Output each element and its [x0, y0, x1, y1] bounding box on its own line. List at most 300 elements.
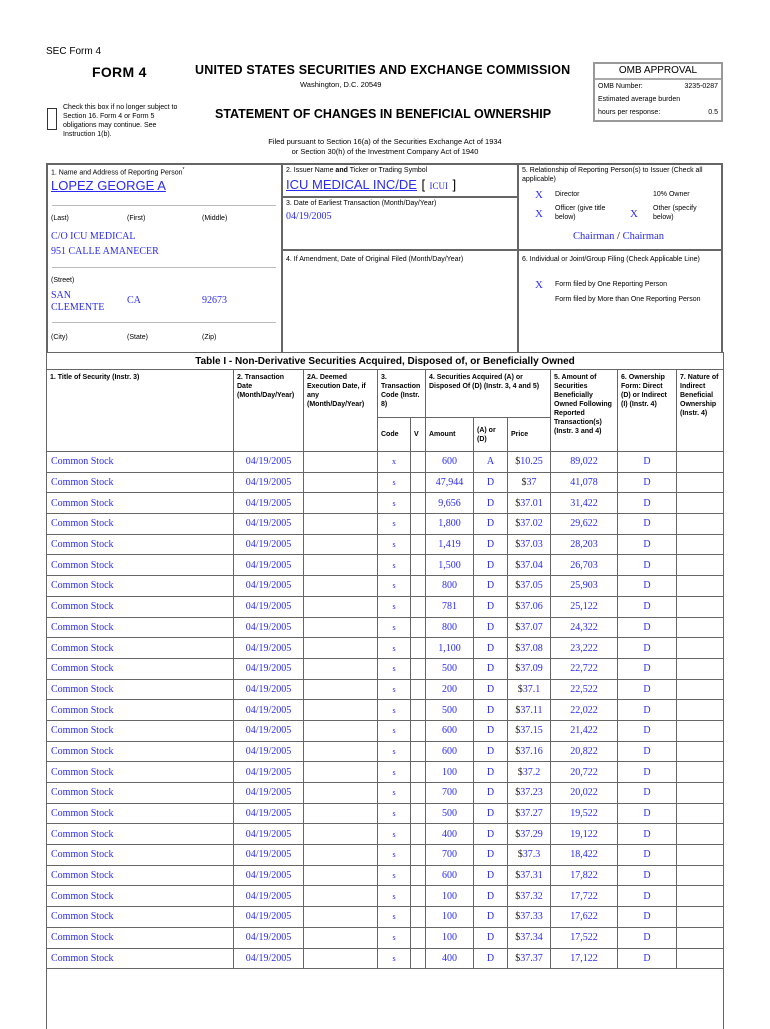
v-flag — [411, 493, 426, 514]
table-empty-area — [47, 969, 724, 1029]
form-title: FORM 4 — [92, 64, 147, 80]
deemed-execution-date — [304, 824, 378, 845]
security-link[interactable]: Common Stock — [47, 638, 234, 659]
transaction-date: 04/19/2005 — [234, 493, 304, 514]
security-link[interactable]: Common Stock — [47, 514, 234, 535]
amount: 1,800 — [426, 514, 474, 535]
amount-owned-following: 19,122 — [551, 824, 618, 845]
price-value: 37.27 — [520, 808, 543, 820]
deemed-execution-date — [304, 700, 378, 721]
box5-label: 5. Relationship of Reporting Person(s) to Issuer (Check all applicable) — [522, 167, 703, 183]
price — [508, 472, 551, 493]
price-value: 37.11 — [520, 704, 543, 716]
table-row — [47, 596, 724, 617]
currency-symbol: $ — [515, 518, 521, 530]
box1-asterisk: * — [182, 167, 185, 173]
amount: 400 — [426, 948, 474, 969]
security-link[interactable]: Common Stock — [47, 824, 234, 845]
transaction-code: s — [378, 679, 411, 700]
nature-indirect-ownership — [677, 762, 724, 783]
price — [508, 700, 551, 721]
amount: 600 — [426, 452, 474, 473]
currency-symbol: $ — [515, 559, 521, 571]
price-value: 37.15 — [520, 725, 543, 737]
deemed-execution-date — [304, 845, 378, 866]
amount: 1,419 — [426, 534, 474, 555]
price-value: 37.29 — [520, 828, 543, 840]
price-value: 37.34 — [520, 932, 543, 944]
box2-label — [286, 167, 427, 174]
divider-box2-3 — [281, 196, 519, 198]
deemed-execution-date — [304, 576, 378, 597]
amount: 600 — [426, 720, 474, 741]
amount-owned-following: 23,222 — [551, 638, 618, 659]
transaction-code: s — [378, 803, 411, 824]
amount-owned-following: 26,703 — [551, 555, 618, 576]
amount: 200 — [426, 679, 474, 700]
sec-form-label: SEC Form 4 — [46, 46, 102, 57]
amount-owned-following: 19,522 — [551, 803, 618, 824]
table-row — [47, 762, 724, 783]
table-row — [47, 927, 724, 948]
security-link[interactable]: Common Stock — [47, 452, 234, 473]
name-underline — [52, 205, 276, 206]
currency-symbol: $ — [515, 601, 521, 613]
table-body — [47, 452, 724, 969]
bracket-open: [ — [421, 177, 426, 192]
v-flag — [411, 762, 426, 783]
currency-symbol: $ — [515, 580, 521, 592]
transaction-date: 04/19/2005 — [234, 948, 304, 969]
frame-left — [46, 163, 48, 353]
ownership-form: D — [618, 803, 677, 824]
security-link[interactable]: Common Stock — [47, 865, 234, 886]
director-mark[interactable]: X — [535, 189, 543, 201]
v-flag — [411, 555, 426, 576]
amount: 100 — [426, 762, 474, 783]
transaction-date: 04/19/2005 — [234, 907, 304, 928]
security-link[interactable]: Common Stock — [47, 534, 234, 555]
nature-indirect-ownership — [677, 576, 724, 597]
security-link[interactable]: Common Stock — [47, 596, 234, 617]
officer-mark[interactable]: X — [535, 208, 543, 220]
last-label: (Last) — [51, 215, 69, 222]
amount-owned-following: 22,022 — [551, 700, 618, 721]
acquired-or-disposed: D — [474, 596, 508, 617]
amount: 600 — [426, 741, 474, 762]
deemed-execution-date — [304, 493, 378, 514]
deemed-execution-date — [304, 638, 378, 659]
statement-title: STATEMENT OF CHANGES IN BENEFICIAL OWNERSHIP — [215, 107, 552, 121]
price — [508, 555, 551, 576]
currency-symbol: $ — [521, 477, 527, 489]
price — [508, 638, 551, 659]
v-flag — [411, 638, 426, 659]
nature-indirect-ownership — [677, 886, 724, 907]
security-link[interactable]: Common Stock — [47, 658, 234, 679]
transaction-date: 04/19/2005 — [234, 638, 304, 659]
transaction-code: s — [378, 762, 411, 783]
transaction-code: s — [378, 741, 411, 762]
security-link[interactable]: Common Stock — [47, 679, 234, 700]
price — [508, 927, 551, 948]
v-flag — [411, 803, 426, 824]
price — [508, 907, 551, 928]
ownership-form: D — [618, 700, 677, 721]
amount-owned-following: 25,903 — [551, 576, 618, 597]
transaction-code: s — [378, 617, 411, 638]
price-value: 37.07 — [520, 621, 543, 633]
security-link[interactable]: Common Stock — [47, 927, 234, 948]
price-value: 37.04 — [520, 559, 543, 571]
nature-indirect-ownership — [677, 555, 724, 576]
table-row — [47, 514, 724, 535]
deemed-execution-date — [304, 741, 378, 762]
omb-number-value: 3235-0287 — [684, 83, 718, 90]
divider-col2 — [517, 163, 519, 353]
amount: 1,100 — [426, 638, 474, 659]
security-link[interactable]: Common Stock — [47, 700, 234, 721]
currency-symbol: $ — [515, 725, 521, 737]
v-flag — [411, 720, 426, 741]
price-value: 37 — [526, 477, 537, 489]
transaction-code: s — [378, 472, 411, 493]
currency-symbol: $ — [515, 704, 521, 716]
amount-owned-following: 17,722 — [551, 886, 618, 907]
deemed-execution-date — [304, 886, 378, 907]
acquired-or-disposed: A — [474, 452, 508, 473]
v-flag — [411, 472, 426, 493]
v-flag — [411, 679, 426, 700]
table-row — [47, 824, 724, 845]
nature-indirect-ownership — [677, 741, 724, 762]
table-row — [47, 700, 724, 721]
amount-owned-following: 31,422 — [551, 493, 618, 514]
security-link[interactable]: Common Stock — [47, 493, 234, 514]
deemed-execution-date — [304, 452, 378, 473]
officer-label: Officer (give title below) — [555, 205, 606, 221]
security-link[interactable]: Common Stock — [47, 720, 234, 741]
currency-symbol: $ — [515, 890, 521, 902]
ten-percent-owner-label: 10% Owner — [653, 191, 690, 198]
ownership-form: D — [618, 948, 677, 969]
security-link[interactable]: Common Stock — [47, 555, 234, 576]
price-value: 37.03 — [520, 539, 543, 551]
transaction-date: 04/19/2005 — [234, 679, 304, 700]
nature-indirect-ownership — [677, 617, 724, 638]
currency-symbol: $ — [515, 456, 521, 468]
ownership-form: D — [618, 658, 677, 679]
currency-symbol: $ — [515, 497, 521, 509]
transaction-date: 04/19/2005 — [234, 700, 304, 721]
deemed-execution-date — [304, 679, 378, 700]
transaction-code: s — [378, 907, 411, 928]
currency-symbol: $ — [515, 808, 521, 820]
omb-burden-label: Estimated average burden — [598, 96, 681, 103]
security-link[interactable]: Common Stock — [47, 783, 234, 804]
table-row — [47, 886, 724, 907]
acquired-or-disposed: D — [474, 514, 508, 535]
security-link[interactable]: Common Stock — [47, 617, 234, 638]
v-flag — [411, 700, 426, 721]
acquired-or-disposed: D — [474, 783, 508, 804]
currency-symbol: $ — [515, 828, 521, 840]
amount-owned-following: 22,522 — [551, 679, 618, 700]
currency-symbol: $ — [515, 663, 521, 675]
reporting-person-link[interactable]: LOPEZ GEORGE A — [51, 178, 166, 193]
header-transaction-date: 2. Transaction Date (Month/Day/Year) — [234, 370, 304, 452]
nature-indirect-ownership — [677, 452, 724, 473]
transaction-date: 04/19/2005 — [234, 576, 304, 597]
price — [508, 783, 551, 804]
amount: 700 — [426, 783, 474, 804]
security-link[interactable]: Common Stock — [47, 741, 234, 762]
one-person-label: Form filed by One Reporting Person — [555, 281, 668, 288]
transaction-code: s — [378, 576, 411, 597]
transaction-code: s — [378, 824, 411, 845]
acquired-or-disposed: D — [474, 762, 508, 783]
header-transaction-code: 3. Transaction Code (Instr. 8) — [378, 370, 426, 418]
amount: 800 — [426, 617, 474, 638]
nature-indirect-ownership — [677, 803, 724, 824]
amount-owned-following: 89,022 — [551, 452, 618, 473]
header-securities-acquired-disposed: 4. Securities Acquired (A) or Disposed Of (D) (Instr. 3, 4 and 5) — [426, 370, 551, 418]
box1-label — [51, 167, 184, 176]
other-label: Other (specify below) — [653, 205, 697, 221]
nature-indirect-ownership — [677, 493, 724, 514]
box2-label-post: Ticker or Trading Symbol — [347, 167, 428, 174]
v-flag — [411, 886, 426, 907]
amount-owned-following: 18,422 — [551, 845, 618, 866]
v-flag — [411, 824, 426, 845]
security-link[interactable]: Common Stock — [47, 845, 234, 866]
box1-label-text: 1. Name and Address of Reporting Person — [51, 169, 183, 177]
omb-number-label: OMB Number: — [598, 83, 643, 90]
table-row — [47, 948, 724, 969]
transaction-date: 04/19/2005 — [234, 658, 304, 679]
acquired-or-disposed: D — [474, 534, 508, 555]
price — [508, 845, 551, 866]
deemed-execution-date — [304, 555, 378, 576]
v-flag — [411, 845, 426, 866]
transaction-date: 04/19/2005 — [234, 720, 304, 741]
deemed-execution-date — [304, 783, 378, 804]
acquired-or-disposed: D — [474, 865, 508, 886]
ownership-form: D — [618, 783, 677, 804]
ownership-form: D — [618, 886, 677, 907]
amount-owned-following: 20,022 — [551, 783, 618, 804]
security-link[interactable]: Common Stock — [47, 803, 234, 824]
table-row — [47, 493, 724, 514]
divider-box3-4 — [281, 249, 723, 251]
v-flag — [411, 865, 426, 886]
price-value: 37.08 — [520, 642, 543, 654]
deemed-execution-date — [304, 907, 378, 928]
currency-symbol: $ — [517, 683, 523, 695]
transaction-date: 04/19/2005 — [234, 452, 304, 473]
acquired-or-disposed: D — [474, 927, 508, 948]
box4-label: 4. If Amendment, Date of Original Filed (Month/Day/Year) — [286, 256, 464, 263]
currency-symbol: $ — [515, 870, 521, 882]
nature-indirect-ownership — [677, 927, 724, 948]
amount: 781 — [426, 596, 474, 617]
transaction-date: 04/19/2005 — [234, 555, 304, 576]
price-value: 37.01 — [520, 497, 543, 509]
transaction-code: x — [378, 452, 411, 473]
table-row — [47, 907, 724, 928]
header-deemed-execution-date: 2A. Deemed Execution Date, if any (Month/Day/Year) — [304, 370, 378, 452]
other-mark[interactable]: X — [630, 208, 638, 220]
acquired-or-disposed: D — [474, 845, 508, 866]
table-row — [47, 534, 724, 555]
amount-owned-following: 25,122 — [551, 596, 618, 617]
deemed-execution-date — [304, 927, 378, 948]
ownership-form: D — [618, 720, 677, 741]
price-value: 37.3 — [522, 849, 541, 861]
transaction-date: 04/19/2005 — [234, 741, 304, 762]
transaction-date: 04/19/2005 — [234, 824, 304, 845]
checkbox-instructions: Check this box if no longer subject to Section 16. Form 4 or Form 5 obligations may continue. See Instruction 1(b). — [63, 104, 178, 138]
v-flag — [411, 927, 426, 948]
ownership-form: D — [618, 927, 677, 948]
frame-top — [46, 163, 723, 165]
security-link[interactable]: Common Stock — [47, 886, 234, 907]
amount: 9,656 — [426, 493, 474, 514]
transaction-date: 04/19/2005 — [234, 865, 304, 886]
nature-indirect-ownership — [677, 472, 724, 493]
omb-approval-box — [593, 62, 723, 122]
ownership-form: D — [618, 596, 677, 617]
header-title-of-security: 1. Title of Security (Instr. 3) — [47, 370, 234, 452]
currency-symbol: $ — [515, 787, 521, 799]
amount-owned-following: 20,822 — [551, 741, 618, 762]
transaction-code: s — [378, 596, 411, 617]
table-row — [47, 555, 724, 576]
nature-indirect-ownership — [677, 514, 724, 535]
state-label: (State) — [127, 334, 149, 341]
transaction-code: s — [378, 720, 411, 741]
amount: 100 — [426, 927, 474, 948]
amount: 47,944 — [426, 472, 474, 493]
ownership-form: D — [618, 617, 677, 638]
currency-symbol: $ — [517, 849, 523, 861]
nature-indirect-ownership — [677, 907, 724, 928]
header-price: Price — [508, 418, 551, 452]
amount: 1,500 — [426, 555, 474, 576]
transaction-date: 04/19/2005 — [234, 762, 304, 783]
title-slash: / — [617, 231, 620, 242]
ownership-form: D — [618, 514, 677, 535]
currency-symbol: $ — [517, 766, 523, 778]
currency-symbol: $ — [515, 932, 521, 944]
price — [508, 534, 551, 555]
table-row — [47, 452, 724, 473]
price-value: 37.33 — [520, 911, 543, 923]
table-row — [47, 803, 724, 824]
currency-symbol: $ — [515, 911, 521, 923]
security-link[interactable]: Common Stock — [47, 948, 234, 969]
deemed-execution-date — [304, 514, 378, 535]
acquired-or-disposed: D — [474, 948, 508, 969]
currency-symbol: $ — [515, 621, 521, 633]
ownership-form: D — [618, 493, 677, 514]
box6-label: 6. Individual or Joint/Group Filing (Check Applicable Line) — [522, 256, 700, 263]
divider-col1 — [281, 163, 283, 353]
currency-symbol: $ — [515, 642, 521, 654]
acquired-or-disposed: D — [474, 658, 508, 679]
city-underline — [52, 322, 276, 323]
street-label: (Street) — [51, 277, 75, 284]
omb-hours-value: 0.5 — [708, 109, 718, 116]
nature-indirect-ownership — [677, 865, 724, 886]
security-link[interactable]: Common Stock — [47, 762, 234, 783]
nature-indirect-ownership — [677, 720, 724, 741]
transaction-code: s — [378, 638, 411, 659]
acquired-or-disposed: D — [474, 700, 508, 721]
transaction-code: s — [378, 886, 411, 907]
transaction-date: 04/19/2005 — [234, 886, 304, 907]
deemed-execution-date — [304, 534, 378, 555]
issuer-line — [286, 176, 456, 194]
table-row — [47, 472, 724, 493]
v-flag — [411, 948, 426, 969]
deemed-execution-date — [304, 948, 378, 969]
transaction-code: s — [378, 783, 411, 804]
ownership-form: D — [618, 534, 677, 555]
security-link[interactable]: Common Stock — [47, 907, 234, 928]
table-footer-space — [47, 969, 724, 1029]
deemed-execution-date — [304, 596, 378, 617]
transaction-date: 04/19/2005 — [234, 803, 304, 824]
amount: 100 — [426, 907, 474, 928]
issuer-link[interactable]: ICU MEDICAL INC/DE — [286, 177, 417, 192]
security-link[interactable]: Common Stock — [47, 472, 234, 493]
price — [508, 576, 551, 597]
amount: 600 — [426, 865, 474, 886]
nature-indirect-ownership — [677, 824, 724, 845]
ownership-form: D — [618, 865, 677, 886]
omb-title: OMB APPROVAL — [595, 64, 721, 80]
amount-owned-following: 28,203 — [551, 534, 618, 555]
one-person-mark[interactable]: X — [535, 279, 543, 291]
agency-location: Washington, D.C. 20549 — [300, 80, 382, 89]
no-longer-subject-checkbox[interactable] — [47, 108, 57, 130]
acquired-or-disposed: D — [474, 555, 508, 576]
table-row — [47, 638, 724, 659]
omb-hours-row — [595, 106, 721, 119]
currency-symbol: $ — [515, 745, 521, 757]
table-row — [47, 865, 724, 886]
deemed-execution-date — [304, 720, 378, 741]
table-row — [47, 617, 724, 638]
filed-line-2: or Section 30(h) of the Investment Company Act of 1940 — [291, 147, 479, 156]
officer-title-line — [573, 231, 664, 242]
amount: 700 — [426, 845, 474, 866]
zip-label: (Zip) — [202, 334, 217, 341]
ticker-symbol: ICUI — [429, 181, 449, 191]
table-row — [47, 783, 724, 804]
nature-indirect-ownership — [677, 783, 724, 804]
amount-owned-following: 22,722 — [551, 658, 618, 679]
v-flag — [411, 534, 426, 555]
price — [508, 762, 551, 783]
ownership-form: D — [618, 576, 677, 597]
transaction-date: 04/19/2005 — [234, 472, 304, 493]
amount: 500 — [426, 658, 474, 679]
price-value: 37.2 — [522, 766, 541, 778]
security-link[interactable]: Common Stock — [47, 576, 234, 597]
nature-indirect-ownership — [677, 534, 724, 555]
